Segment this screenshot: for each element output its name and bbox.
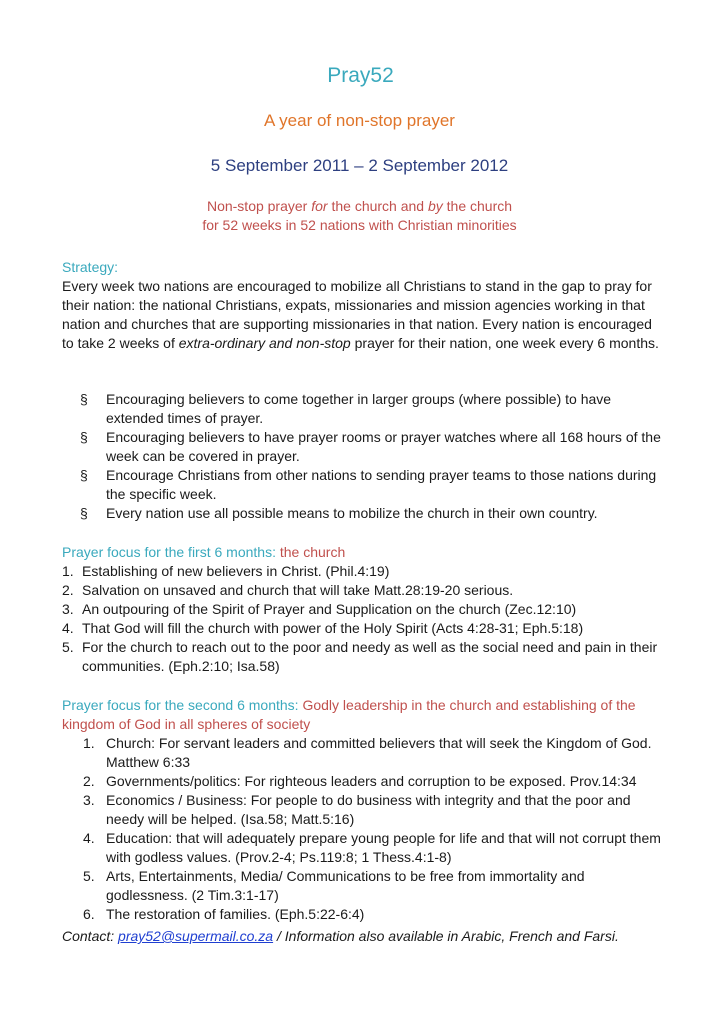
section-sign-icon: § (80, 429, 88, 445)
focus-second-section (62, 696, 662, 924)
tagline (0, 197, 719, 235)
list-item: § Every nation use all possible means to mobilize the church in their own country. (80, 505, 598, 521)
list-item: § Encouraging believers to come together in larger groups (where possible) to have extended times of prayer. (80, 391, 612, 426)
list-item: 2. Salvation on unsaved and church that will take Matt.28:19-20 serious. (62, 582, 514, 598)
focus-second-list (62, 734, 662, 924)
focus-first-list (62, 562, 662, 676)
section-sign-icon: § (80, 467, 88, 483)
strategy-bullet-list (78, 390, 668, 523)
list-item: 3. An outpouring of the Spirit of Prayer and Supplication on the church (Zec.12:10) (62, 601, 577, 617)
list-item: § Encourage Christians from other nations to sending prayer teams to those nations during the specific week. (80, 467, 657, 502)
contact-email-link[interactable]: pray52@supermail.co.za (118, 928, 274, 944)
list-item: 4. That God will fill the church with power of the Holy Spirit (Acts 4:28-31; Eph.5:18) (62, 620, 584, 636)
page-subtitle: A year of non-stop prayer (264, 111, 455, 130)
list-item: 5. Arts, Entertainments, Media/ Communications to be free from immortality and godlessness. (2 Tim.3:1-17) (83, 868, 585, 903)
section-sign-icon: § (80, 505, 88, 521)
strategy-paragraph: Every week two nations are encouraged to mobilize all Christians to stand in the gap to pray for their nation: the national Christians, expats, missionaries and mission agencies working in that nation and churches that are supporting missionaries in that nation. Every nation is encouraged to take 2 weeks of extra-ordinary and non-stop prayer for their nation, one week every 6 months. (62, 278, 659, 351)
strategy-heading: Strategy: (62, 259, 119, 275)
tagline-line-1: Non-stop prayer for the church and by the church (206, 198, 513, 214)
date-range: 5 September 2011 – 2 September 2012 (210, 156, 509, 175)
focus-second-heading: Prayer focus for the second 6 months: Godly leadership in the church and establishing of the kingdom of God in all spheres of society (62, 697, 636, 732)
list-item: 1. Establishing of new believers in Christ. (Phil.4:19) (62, 563, 390, 579)
list-item: 1. Church: For servant leaders and committed believers that will seek the Kingdom of God. Matthew 6:33 (83, 735, 652, 770)
strategy-section (62, 258, 662, 353)
list-item: 5. For the church to reach out to the poor and needy as well as the social need and pain in their communities. (Eph.2:10; Isa.58) (62, 639, 658, 674)
page-title: Pray52 (327, 64, 394, 87)
list-item: § Encouraging believers to have prayer rooms or prayer watches where all 168 hours of the week can be covered in prayer. (80, 429, 661, 464)
contact-line: Contact: pray52@supermail.co.za / Information also available in Arabic, French and Farsi. (62, 928, 619, 944)
section-sign-icon: § (80, 391, 88, 407)
list-item: 2. Governments/politics: For righteous leaders and corruption to be exposed. Prov.14:34 (83, 773, 637, 789)
list-item: 4. Education: that will adequately prepare young people for life and that will not corrupt them with godless values. (Prov.2-4; Ps.119:8; 1 Thess.4:1-8) (83, 830, 661, 865)
focus-first-section (62, 543, 662, 676)
focus-first-heading: Prayer focus for the first 6 months: the church (62, 544, 346, 560)
list-item: 6. The restoration of families. (Eph.5:22-6:4) (83, 906, 365, 922)
list-item: 3. Economics / Business: For people to do business with integrity and that the poor and needy will be helped. (Isa.58; Matt.5:16) (83, 792, 631, 827)
tagline-line-2: for 52 weeks in 52 nations with Christian minorities (202, 217, 517, 233)
